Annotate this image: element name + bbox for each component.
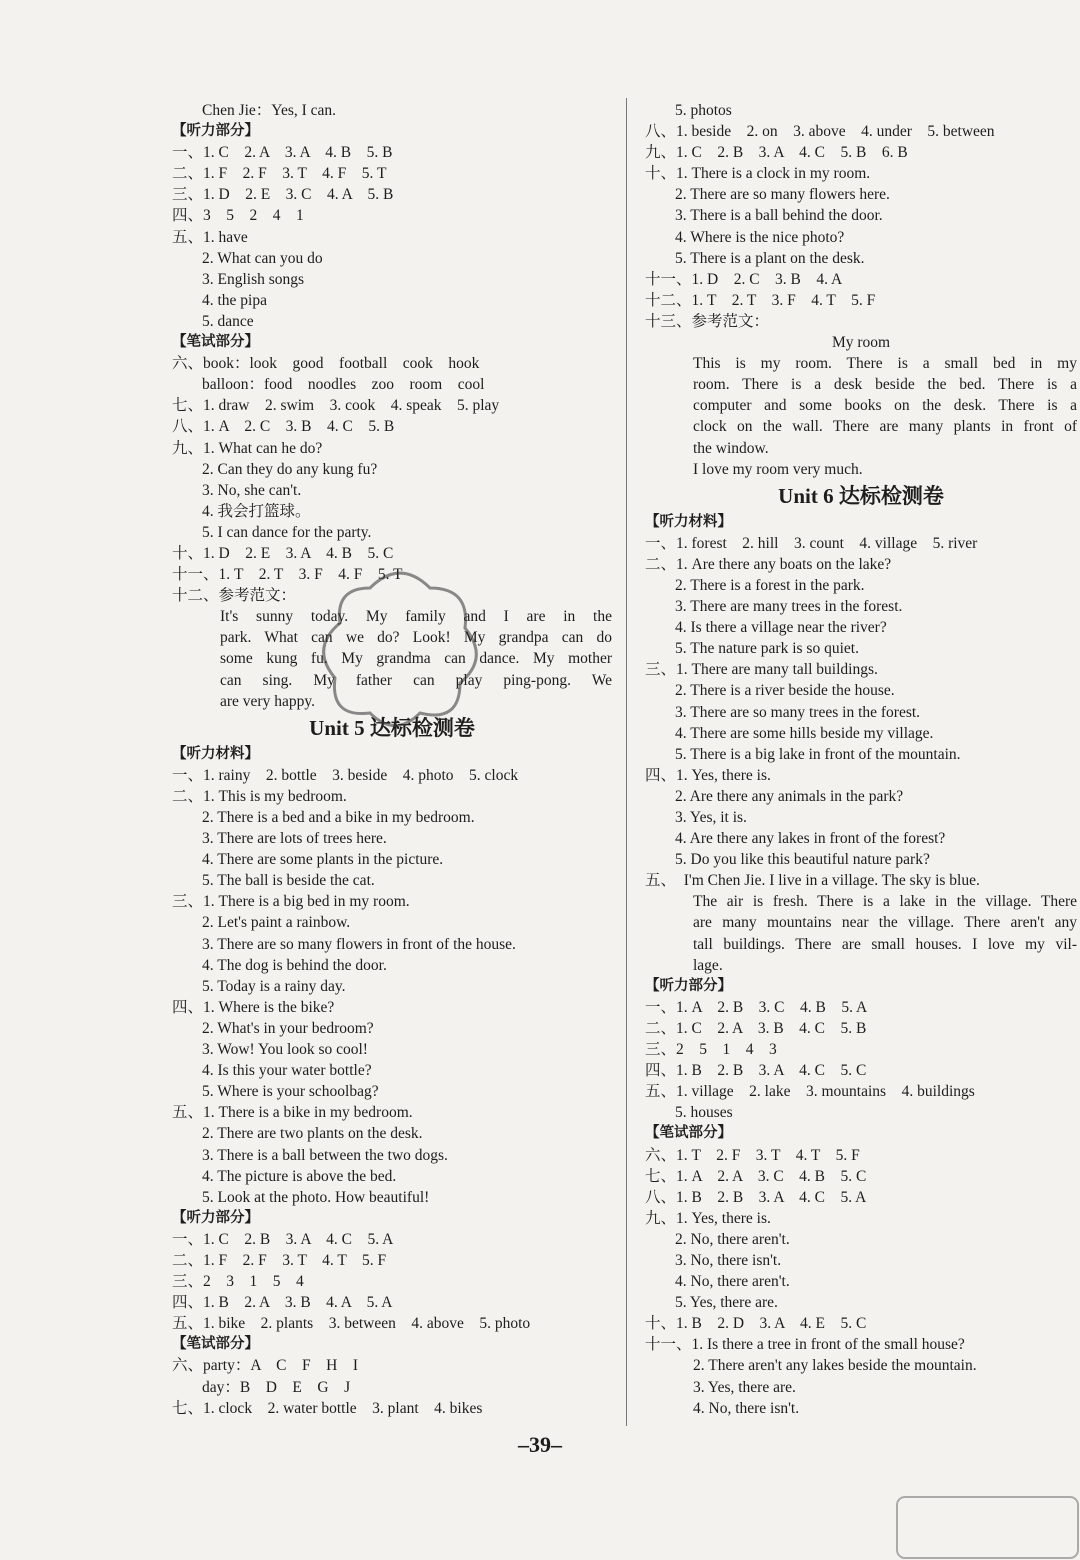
answer-line: 2. There aren't any lakes beside the mountain. [693,1357,977,1375]
answer-line: 三、1. There is a big bed in my room. [172,893,410,911]
answer-line: 十、1. D 2. E 3. A 4. B 5. C [172,544,394,562]
answer-line: 五、 I'm Chen Jie. I live in a village. The sky is blue. [645,872,980,890]
answer-line: 二、1. This is my bedroom. [172,787,347,805]
answer-line: 5. Do you like this beautiful nature park? [675,851,930,869]
answer-line: The air is fresh. There is a lake in the village. There [693,893,1077,911]
answer-line: 2. There is a river beside the house. [675,682,895,700]
answer-line: 二、1. C 2. A 3. B 4. C 5. B [645,1019,867,1037]
answer-line: are very happy. [220,692,315,710]
answer-line: 九、1. C 2. B 3. A 4. C 5. B 6. B [645,144,908,162]
page-number: –39– [518,1432,562,1457]
answer-line: 4. No, there aren't. [675,1273,790,1291]
answer-line: 十、1. There is a clock in my room. [645,165,871,183]
unit-heading: Unit 6 达标检测卷 [778,483,944,508]
answer-line: 九、1. Yes, there is. [645,1209,771,1227]
answer-line: I love my room very much. [693,460,863,478]
answer-line: 2. What's in your bedroom? [202,1019,374,1037]
answer-line: 5. Yes, there are. [675,1294,778,1312]
right-column [645,100,1077,1419]
answer-line: 九、1. What can he do? [172,439,323,457]
corner-logo [895,1495,1080,1560]
answer-line: 5. dance [202,312,254,330]
answer-line: This is my room. There is a small bed in my [693,355,1077,373]
answer-line: 七、1. A 2. A 3. C 4. B 5. C [645,1167,867,1185]
answer-line: 5. There is a plant on the desk. [675,249,865,267]
answer-line: 四、1. Where is the bike? [172,998,335,1016]
answer-line: 5. Today is a rainy day. [202,977,346,995]
answer-line: 5. houses [675,1104,733,1122]
answer-line: 5. I can dance for the party. [202,523,372,541]
watermark-stamp [300,548,500,748]
section-label: 【听力材料】 [172,745,259,762]
answer-line: 五、1. have [172,228,248,246]
answer-line: 六、1. T 2. F 3. T 4. T 5. F [645,1146,860,1164]
answer-line: 四、3 5 2 4 1 [172,207,304,225]
answer-line: room. There is a desk beside the bed. There is a [693,376,1077,394]
answer-line: 2. No, there aren't. [675,1230,790,1248]
section-label: 【听力部分】 [172,123,259,140]
answer-line: 十二、参考范文： [172,587,297,605]
answer-line: 4. Where is the nice photo? [675,228,845,246]
answer-line: 3. There are so many flowers in front of the house. [202,935,516,953]
answer-line: 一、1. rainy 2. bottle 3. beside 4. photo 5. clock [172,766,519,784]
answer-line: 4. Is there a village near the river? [675,619,887,637]
answer-line: 二、1. F 2. F 3. T 4. F 5. T [172,165,387,183]
answer-line: 十一、1. D 2. C 3. B 4. A [645,270,843,288]
answer-line: 5. photos [675,102,732,119]
answer-line: 3. There is a ball between the two dogs. [202,1146,448,1164]
answer-line: 3. No, there isn't. [675,1251,782,1269]
answer-line: 七、1. clock 2. water bottle 3. plant 4. bikes [172,1399,483,1417]
answer-line: 2. Are there any animals in the park? [675,787,904,805]
answer-line: 5. The ball is beside the cat. [202,872,375,890]
answer-line: Chen Jie：Yes, I can. [202,102,337,119]
answer-line: 十一、1. Is there a tree in front of the small house? [645,1336,965,1354]
answer-line: 三、2 3 1 5 4 [172,1273,304,1291]
section-label: 【听力部分】 [645,977,732,994]
answer-line: are many mountains near the village. There aren't any [693,914,1077,932]
answer-line: 二、1. F 2. F 3. T 4. T 5. F [172,1251,387,1269]
answer-line: 5. There is a big lake in front of the mountain. [675,745,961,763]
answer-line: tall buildings. There are small houses. I love my vil- [693,935,1077,953]
answer-line: 3. No, she can't. [202,481,302,499]
answer-line: 五、1. bike 2. plants 3. between 4. above 5. photo [172,1315,531,1333]
answer-line: 一、1. C 2. A 3. A 4. B 5. B [172,144,393,162]
answer-line: 3. Yes, there are. [693,1378,796,1396]
answer-line: 5. Where is your schoolbag? [202,1083,379,1101]
answer-line: 一、1. A 2. B 3. C 4. B 5. A [645,998,868,1016]
answer-line: 2. There are two plants on the desk. [202,1125,423,1143]
answer-line: 八、1. A 2. C 3. B 4. C 5. B [172,418,395,436]
answer-line: 十二、1. T 2. T 3. F 4. T 5. F [645,291,876,309]
answer-line: 2. Can they do any kung fu? [202,460,378,478]
unit-heading: Unit 5 达标检测卷 [309,715,475,740]
section-label: 【笔试部分】 [645,1125,732,1142]
section-label: 【笔试部分】 [172,1336,259,1353]
answer-line: 五、1. There is a bike in my bedroom. [172,1104,413,1122]
answer-line: day：B D E G J [202,1378,351,1396]
answer-line: 2. There is a forest in the park. [675,576,865,594]
answer-line: 4. 我会打篮球。 [202,502,311,520]
answer-line: 2. There is a bed and a bike in my bedroom. [202,809,475,826]
answer-line: 四、1. Yes, there is. [645,766,771,784]
left-column [172,100,612,1419]
answer-line: 2. What can you do [202,249,323,267]
answer-line: 十、1. B 2. D 3. A 4. E 5. C [645,1315,867,1333]
answer-line: 2. There are so many flowers here. [675,186,890,204]
section-label: 【笔试部分】 [172,334,259,351]
answer-line: 十三、参考范文： [645,312,770,330]
answer-line: can sing. My father can play ping-pong. We [220,671,612,689]
section-label: 【听力材料】 [645,513,732,530]
answer-line: 4. Are there any lakes in front of the forest? [675,830,946,848]
answer-line: 3. Yes, it is. [675,809,747,826]
answer-line: 3. There are lots of trees here. [202,830,387,848]
answer-line: computer and some books on the desk. There is a [693,397,1077,415]
answer-line: 三、1. There are many tall buildings. [645,661,878,679]
answer-line: 2. Let's paint a rainbow. [202,914,351,932]
answer-line: 4. Is this your water bottle? [202,1062,372,1080]
answer-line: balloon：food noodles zoo room cool [202,376,485,394]
answer-line: 一、1. forest 2. hill 3. count 4. village 5. river [645,534,978,552]
answer-line: 六、party：A C F H I [172,1357,359,1375]
column-divider [626,98,627,1426]
answer-line: 3. There is a ball behind the door. [675,207,883,225]
answer-line: clock on the wall. There are many plants in front of [693,418,1077,436]
answer-line: 五、1. village 2. lake 3. mountains 4. buildings [645,1083,975,1101]
answer-line: 3. There are so many trees in the forest. [675,703,921,721]
answer-line: 4. No, there isn't. [693,1399,800,1417]
answer-line: 四、1. B 2. B 3. A 4. C 5. C [645,1062,867,1080]
answer-line: My room [831,334,891,352]
answer-line: 4. There are some plants in the picture. [202,851,444,869]
answer-line: park. What can we do? Look! My grandpa can do [220,629,612,647]
answer-line: the window. [693,439,769,457]
answer-line: 七、1. draw 2. swim 3. cook 4. speak 5. play [172,397,500,415]
section-label: 【听力部分】 [172,1209,259,1226]
answer-line: 3. English songs [202,270,305,288]
answer-line: 一、1. C 2. B 3. A 4. C 5. A [172,1230,394,1248]
answer-line: some kung fu. My grandma can dance. My mother [220,650,612,668]
answer-line: 八、1. B 2. B 3. A 4. C 5. A [645,1188,867,1206]
answer-line: 四、1. B 2. A 3. B 4. A 5. A [172,1294,393,1312]
answer-line: 4. There are some hills beside my village. [675,724,934,742]
answer-line: 六、book：look good football cook hook [172,355,480,373]
answer-line: 八、1. beside 2. on 3. above 4. under 5. between [645,123,995,141]
answer-line: 三、1. D 2. E 3. C 4. A 5. B [172,186,394,204]
answer-line: 4. The dog is behind the door. [202,956,387,974]
answer-line: 5. Look at the photo. How beautiful! [202,1188,430,1206]
answer-line: 二、1. Are there any boats on the lake? [645,555,892,573]
answer-line: 十一、1. T 2. T 3. F 4. F 5. T [172,566,403,584]
answer-line: It's sunny today. My family and I are in the [220,608,612,626]
answer-line: 4. The picture is above the bed. [202,1167,397,1185]
answer-line: 4. the pipa [202,291,267,309]
answer-line: 3. There are many trees in the forest. [675,598,903,616]
answer-line: lage. [693,956,723,974]
answer-line: 5. The nature park is so quiet. [675,640,859,658]
answer-line: 3. Wow! You look so cool! [202,1041,368,1059]
answer-line: 三、2 5 1 4 3 [645,1041,777,1059]
